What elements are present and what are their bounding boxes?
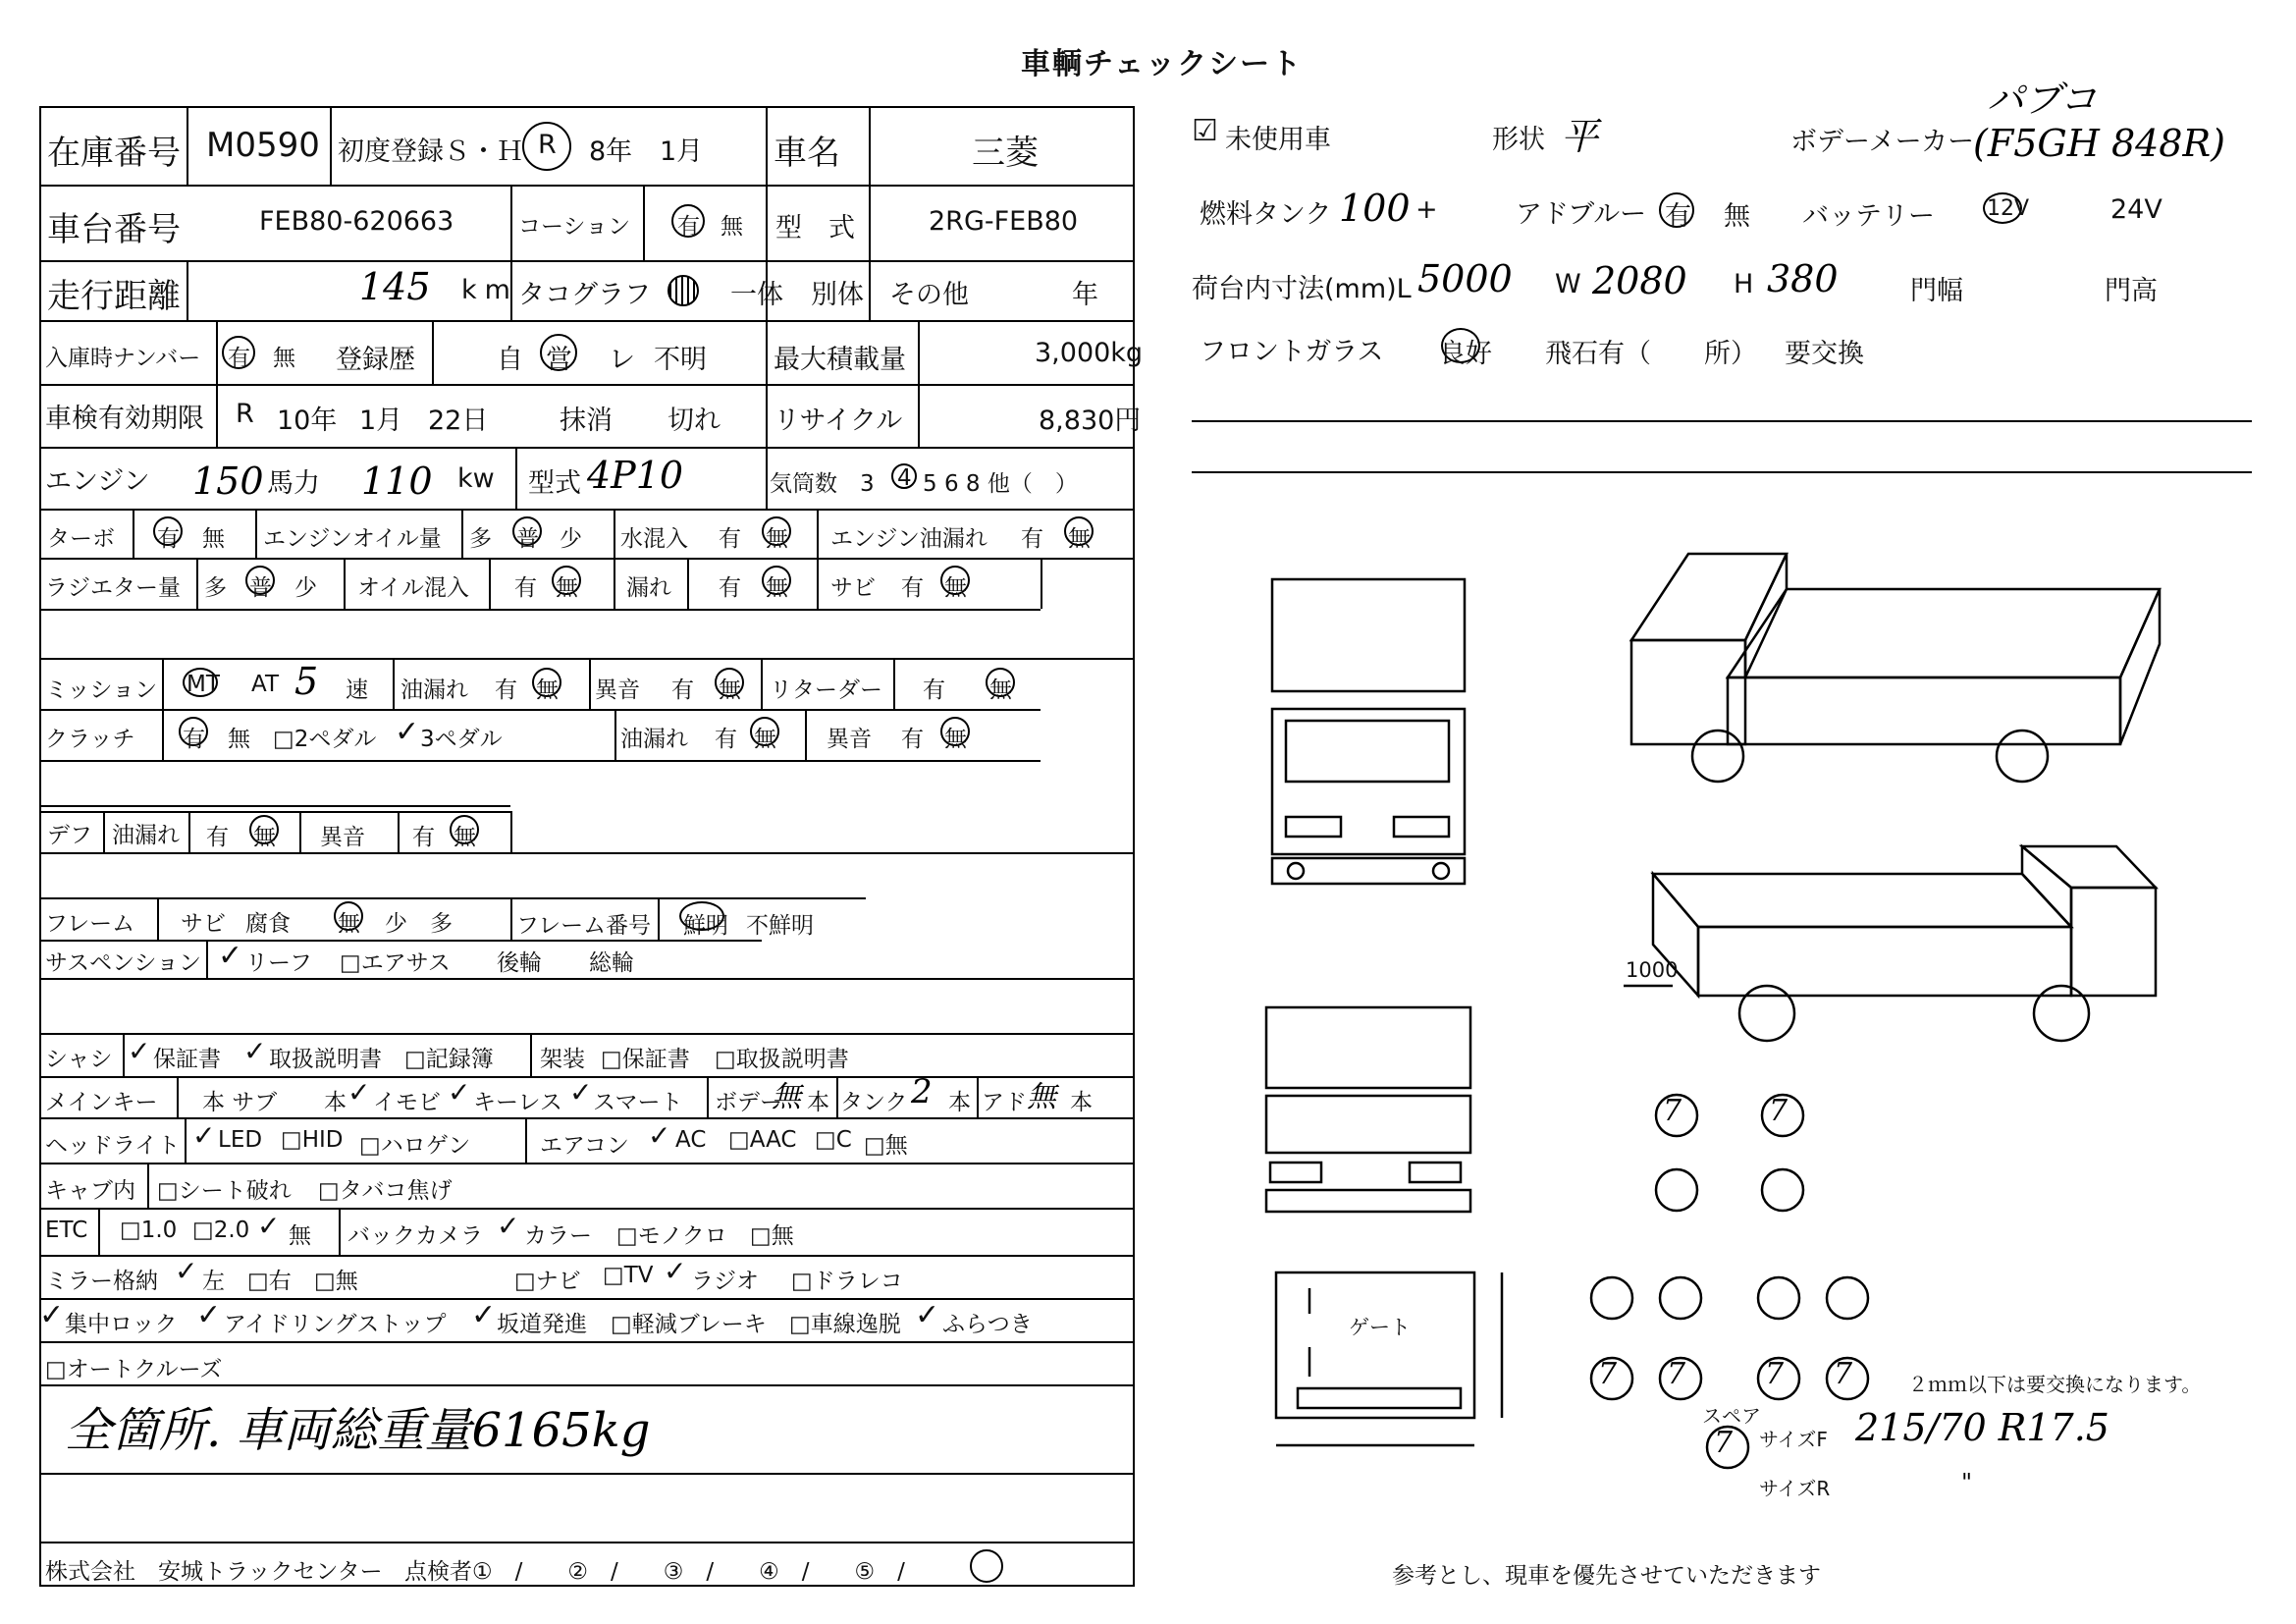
key-sub: 本	[324, 1090, 347, 1115]
body-maker-value: パブコ	[1987, 78, 2098, 121]
diff-leak-no: 無	[253, 825, 276, 850]
fuel-value: 100	[1339, 187, 1411, 230]
cylinder-options: 5 6 8 他（ ）	[923, 471, 1078, 497]
clutch-noise: 異音	[827, 727, 872, 752]
oilmix-yes: 有	[514, 575, 537, 601]
size-r-value: "	[1961, 1469, 1973, 1496]
head-led: LED	[218, 1127, 263, 1153]
check-mark-6: ✓	[192, 1119, 216, 1152]
engleak-yes: 有	[1021, 526, 1043, 552]
inspection-era: R	[236, 399, 254, 429]
frame-no: 無	[338, 911, 360, 937]
adblue-yes: 有	[1665, 201, 1691, 232]
susp-check: ✓	[218, 939, 243, 973]
coating-yes: 有	[677, 214, 700, 240]
ac-c: □C	[815, 1127, 852, 1153]
frame-clear: 鮮明	[683, 913, 728, 939]
frame-number-label: フレーム番号	[516, 913, 652, 939]
retarder-label: リターダー	[770, 677, 882, 703]
max-load-value: 3,000kg	[1035, 338, 1144, 368]
car-name-label: 車名	[774, 134, 840, 173]
susp-leaf: リーフ	[245, 950, 312, 976]
rust-yes: 有	[901, 575, 924, 601]
key-keyless: キーレス	[473, 1090, 562, 1115]
engleak-no: 無	[1068, 526, 1091, 552]
door-width-label: 門幅	[1910, 276, 1963, 306]
ac-label: エアコン	[540, 1133, 629, 1159]
body-manual: □取扱説明書	[715, 1047, 849, 1072]
diff-label: デフ	[47, 823, 92, 848]
mileage-value: 145	[359, 265, 431, 308]
size-f-label: サイズF	[1759, 1428, 1828, 1451]
inner-w-value: 2080	[1592, 259, 1687, 302]
tacho-opt1: 一体	[730, 280, 783, 310]
mission-label: ミッション	[45, 677, 158, 703]
mileage-label: 走行距離	[47, 277, 181, 316]
plate-label: 入庫時ナンバー	[45, 346, 201, 371]
mileage-unit: km	[461, 275, 518, 305]
coating-no: 無	[721, 214, 743, 240]
shape-label: 形状	[1492, 125, 1545, 155]
reg-hist-o4: 不明	[654, 345, 707, 375]
camera-none: □無	[750, 1223, 794, 1249]
inspection-day: 22日	[428, 406, 489, 436]
first-reg-label: 初度登録Ｓ・Ｈ	[338, 136, 523, 167]
plate-no: 無	[273, 346, 295, 371]
spare-label: スペア	[1702, 1404, 1761, 1428]
tacho-year: 年	[1072, 280, 1098, 310]
susp-air: □エアサス	[340, 950, 451, 976]
key-body-hon: 本	[807, 1090, 829, 1115]
oil-many: 多	[469, 526, 492, 552]
door-height-label: 門高	[2105, 276, 2158, 306]
mirror-right: □右	[247, 1269, 292, 1294]
frame-few: 少	[385, 911, 407, 937]
diff-leak-yes: 有	[206, 825, 229, 850]
engine-type-value: 4P10	[587, 454, 684, 497]
size-r-label: サイズR	[1759, 1477, 1831, 1500]
cruise: □オートクルーズ	[45, 1357, 223, 1382]
inspection-month: 1月	[359, 406, 403, 436]
mission-leak-no: 無	[536, 677, 559, 703]
tire-tread-3: 7	[1598, 1357, 1618, 1391]
head-label: ヘッドライト	[45, 1133, 181, 1159]
oil-few: 少	[560, 526, 582, 552]
clutch-noise-no: 無	[944, 727, 967, 752]
clutch-check: ✓	[395, 715, 420, 749]
clutch-2pedal: □2ペダル	[273, 727, 377, 752]
reg-hist-o3: レ	[609, 345, 635, 375]
fuel-plus: +	[1415, 194, 1438, 225]
coating-label: コーション	[518, 214, 631, 240]
key-ad: アド	[982, 1090, 1027, 1115]
inner-h-label: H	[1734, 269, 1754, 299]
footer-company: 株式会社 安城トラックセンター	[45, 1559, 383, 1585]
clutch-no: 無	[228, 727, 250, 752]
susp-label: サスペンション	[45, 950, 202, 976]
opt-drarec: □ドラレコ	[791, 1269, 903, 1294]
oil-mid: 普	[516, 526, 539, 552]
inspection-label: 車検有効期限	[45, 404, 204, 434]
lock-lane: □車線逸脱	[789, 1312, 901, 1337]
size-f-value: 215/70 R17.5	[1855, 1406, 2109, 1449]
clutch-leak: 油漏れ	[620, 727, 688, 752]
head-halogen: □ハロゲン	[359, 1133, 471, 1159]
chassis-value: FEB80-620663	[259, 206, 454, 237]
frame-corr: 腐食	[245, 911, 291, 937]
check-mark-11: ✓	[664, 1255, 687, 1287]
gate-label: ゲート	[1349, 1316, 1411, 1339]
rad-label: ラジエター量	[45, 575, 181, 601]
clutch-label: クラッチ	[45, 727, 135, 752]
reg-hist-o1: 自	[497, 345, 523, 375]
key-body-value: 無	[772, 1080, 801, 1114]
disclaimer: 参考とし、現車を優先させていただきます	[1392, 1563, 1821, 1589]
frame-rust: サビ	[181, 911, 226, 937]
car-name-value: 三菱	[972, 134, 1039, 173]
opt-tv: □TV	[603, 1263, 654, 1288]
mission-speed-value: 5	[294, 660, 319, 703]
leak-label: 漏れ	[626, 575, 671, 601]
glass-replace: 要交換	[1785, 339, 1864, 369]
check-mark-7: ✓	[648, 1119, 671, 1152]
key-tank: タンク	[840, 1090, 908, 1115]
chassis-warranty: 保証書	[153, 1047, 221, 1072]
lock-brake: □軽減ブレーキ	[611, 1312, 767, 1337]
check-mark-14: ✓	[471, 1298, 497, 1332]
mission-speed: 速	[346, 677, 368, 703]
first-reg-year: 8年	[589, 136, 633, 167]
check-mark-4: ✓	[448, 1076, 471, 1109]
shape-value: 平	[1561, 115, 1599, 158]
reg-hist-o2: 営	[546, 345, 572, 375]
ac-aac: □AAC	[728, 1127, 797, 1153]
etc-10: □1.0	[120, 1218, 178, 1243]
etc-20: □2.0	[192, 1218, 250, 1243]
lock-wobble: ふらつき	[942, 1312, 1033, 1337]
engine-kw: kw	[457, 463, 495, 494]
fuel-label: 燃料タンク	[1200, 199, 1332, 230]
mirror-none: □無	[314, 1269, 358, 1294]
susp-rear: 後輪	[497, 950, 542, 976]
inner-l-value: 5000	[1417, 257, 1513, 300]
body-label: 架装	[540, 1047, 585, 1072]
clutch-3pedal: 3ペダル	[420, 727, 503, 752]
rad-few: 少	[294, 575, 317, 601]
diff-leak: 油漏れ	[112, 823, 180, 848]
rust-label: サビ	[830, 575, 876, 601]
ac-ac: AC	[675, 1127, 707, 1153]
diff-noise-no: 無	[454, 825, 476, 850]
key-label: メインキー	[45, 1090, 158, 1115]
check-mark-5: ✓	[569, 1076, 593, 1109]
key-ad-hon: 本	[1070, 1090, 1093, 1115]
camera-mono: □モノクロ	[616, 1223, 727, 1249]
reg-hist-label: 登録歴	[336, 345, 415, 375]
mirror-label: ミラー格納	[45, 1269, 158, 1294]
clutch-leak-no: 無	[754, 727, 776, 752]
inspection-o2: 切れ	[667, 406, 721, 436]
leak-no: 無	[766, 575, 788, 601]
cab-label: キャブ内	[45, 1178, 135, 1204]
inspection-o1: 抹消	[560, 406, 613, 436]
right-line-1	[1192, 420, 2252, 422]
plate-yes: 有	[228, 346, 250, 371]
camera-color: カラー	[524, 1223, 592, 1249]
chassis-record: □記録簿	[404, 1047, 494, 1072]
unused-check: ☑	[1192, 114, 1218, 148]
cab-seat: □シート破れ	[157, 1178, 292, 1204]
battery-24: 24V	[2110, 194, 2163, 225]
body-maker-label: ボデーメーカー	[1790, 127, 1975, 157]
glass-chip: 飛石有（ 所）	[1545, 339, 1757, 369]
first-reg-era: R	[538, 130, 557, 160]
check-mark-10: ✓	[175, 1255, 198, 1287]
key-smart: スマート	[593, 1090, 683, 1115]
adblue-label: アドブルー	[1516, 199, 1647, 230]
turbo-yes-circle	[153, 516, 183, 546]
clutch-leak-yes: 有	[715, 727, 737, 752]
clutch-yes: 有	[183, 727, 205, 752]
oilmix-no: 無	[556, 575, 578, 601]
key-immo: イモビ	[373, 1090, 441, 1115]
right-line-2	[1192, 471, 2252, 473]
mission-leak-yes: 有	[495, 677, 517, 703]
check-mark-15: ✓	[915, 1298, 940, 1332]
battery-label: バッテリー	[1802, 201, 1935, 232]
battery-12: 12V	[1987, 196, 2030, 221]
checker5-circle	[970, 1549, 1003, 1583]
cylinder-selected: 4	[897, 465, 912, 491]
inspection-year: 10年	[277, 406, 338, 436]
opt-radio: ラジオ	[691, 1269, 759, 1294]
truck-diagrams	[1129, 530, 2258, 1473]
frame-many: 多	[430, 911, 453, 937]
cylinder-label: 気筒数 3	[770, 471, 875, 497]
tire-tread-5: 7	[1765, 1357, 1785, 1391]
key-main: 本 サブ	[202, 1090, 278, 1115]
water-label: 水混入	[620, 526, 688, 552]
mission-leak: 油漏れ	[400, 677, 468, 703]
chassis-docs-label: シャシ	[45, 1047, 113, 1072]
lock-central: 集中ロック	[65, 1312, 178, 1337]
frame-unclear: 不鮮明	[746, 913, 814, 939]
mission-noise-no: 無	[719, 677, 741, 703]
engine-kw-value: 110	[361, 460, 433, 503]
clutch-noise-yes: 有	[901, 727, 924, 752]
opt-nav: □ナビ	[514, 1269, 581, 1294]
retarder-no: 無	[989, 677, 1012, 703]
tire-note: ２ｍｍ以下は要交換になります。	[1908, 1373, 2202, 1396]
first-reg-month: 1月	[660, 136, 704, 167]
oilmix-label: オイル混入	[357, 575, 469, 601]
tire-tread-2: 7	[1769, 1094, 1789, 1128]
key-tank-hon: 本	[948, 1090, 971, 1115]
key-ad-value: 無	[1027, 1080, 1056, 1114]
lock-idle: アイドリングストップ	[224, 1312, 447, 1337]
frame-label: フレーム	[45, 911, 135, 937]
adblue-no: 無	[1724, 201, 1750, 232]
body-maker-model: (F5GH 848R)	[1973, 122, 2225, 165]
head-hid: □HID	[281, 1127, 344, 1153]
rad-mid: 普	[249, 575, 272, 601]
tire-tread-1: 7	[1663, 1094, 1682, 1128]
tacho-opt2: 別体	[811, 280, 864, 310]
oil-label: エンジンオイル量	[263, 526, 442, 552]
cab-tobacco: □タバコ焦げ	[318, 1178, 453, 1204]
check-mark-13: ✓	[196, 1298, 222, 1332]
chassis-manual: 取扱説明書	[269, 1047, 382, 1072]
engine-ps-value: 150	[192, 460, 264, 503]
etc-none: 無	[289, 1223, 311, 1249]
check-mark-8: ✓	[257, 1210, 281, 1242]
ac-none: □無	[864, 1133, 908, 1159]
water-yes: 有	[719, 526, 741, 552]
glass-good: 良好	[1439, 339, 1492, 369]
body-warranty: □保証書	[601, 1047, 690, 1072]
check-mark-1: ✓	[128, 1035, 151, 1067]
unused-label: 未使用車	[1225, 125, 1331, 155]
engine-type-label: 型式	[528, 468, 581, 499]
key-body: ボデー	[715, 1090, 782, 1115]
diff-noise-yes: 有	[412, 825, 435, 850]
side-height-label: 1000	[1626, 958, 1679, 982]
camera-label: バックカメラ	[347, 1223, 483, 1249]
handwritten-note: 全箇所. 車両総重量6165kg	[65, 1403, 651, 1458]
tire-tread-6: 7	[1834, 1357, 1853, 1391]
turbo-label: ターボ	[47, 526, 115, 552]
glass-label: フロントガラス	[1200, 337, 1384, 367]
engleak-label: エンジン油漏れ	[830, 526, 988, 552]
footer-checker: 点検者① / ② / ③ / ④ / ⑤ /	[404, 1559, 905, 1585]
mission-at: AT	[251, 672, 279, 697]
inner-h-value: 380	[1767, 257, 1839, 300]
inner-label: 荷台内寸法(mm)L	[1192, 274, 1412, 304]
turbo-yes: 有	[157, 526, 180, 552]
key-tank-value: 2	[911, 1072, 933, 1111]
engine-label: エンジン	[45, 466, 150, 497]
stock-value: M0590	[206, 126, 320, 165]
check-mark-2: ✓	[243, 1035, 267, 1067]
engine-hp: 馬力	[267, 468, 320, 499]
mission-noise-yes: 有	[671, 677, 694, 703]
tire-tread-4: 7	[1667, 1357, 1686, 1391]
page-title: 車輌チェックシート	[1021, 47, 1304, 81]
mission-mt: MT	[187, 672, 220, 697]
model-label: 型 式	[775, 213, 855, 244]
tire-tread-spare: 7	[1714, 1426, 1734, 1460]
retarder-yes: 有	[923, 677, 945, 703]
etc-label: ETC	[45, 1218, 88, 1243]
stock-label: 在庫番号	[47, 134, 181, 173]
mirror-left: 左	[202, 1269, 225, 1294]
max-load-label: 最大積載量	[774, 345, 906, 375]
check-mark-12: ✓	[39, 1298, 65, 1332]
susp-all: 総輪	[589, 950, 634, 976]
turbo-no: 無	[202, 526, 225, 552]
check-mark-3: ✓	[347, 1076, 371, 1109]
diff-noise: 異音	[320, 825, 365, 850]
chassis-label: 車台番号	[47, 210, 181, 249]
inner-w-label: W	[1555, 269, 1581, 299]
leak-yes: 有	[719, 575, 741, 601]
rust-no: 無	[944, 575, 967, 601]
tacho-label: タコグラフ	[518, 280, 651, 310]
rad-many: 多	[204, 575, 227, 601]
tacho-opt3: その他	[889, 280, 969, 310]
mission-noise: 異音	[595, 677, 640, 703]
recycle-label: リサイクル	[774, 406, 903, 436]
model-value: 2RG-FEB80	[929, 206, 1079, 237]
tacho-circle	[667, 275, 699, 306]
water-no: 無	[766, 526, 788, 552]
check-mark-9: ✓	[497, 1210, 520, 1242]
lock-hill: 坂道発進	[497, 1312, 587, 1337]
recycle-value: 8,830円	[1039, 406, 1142, 436]
